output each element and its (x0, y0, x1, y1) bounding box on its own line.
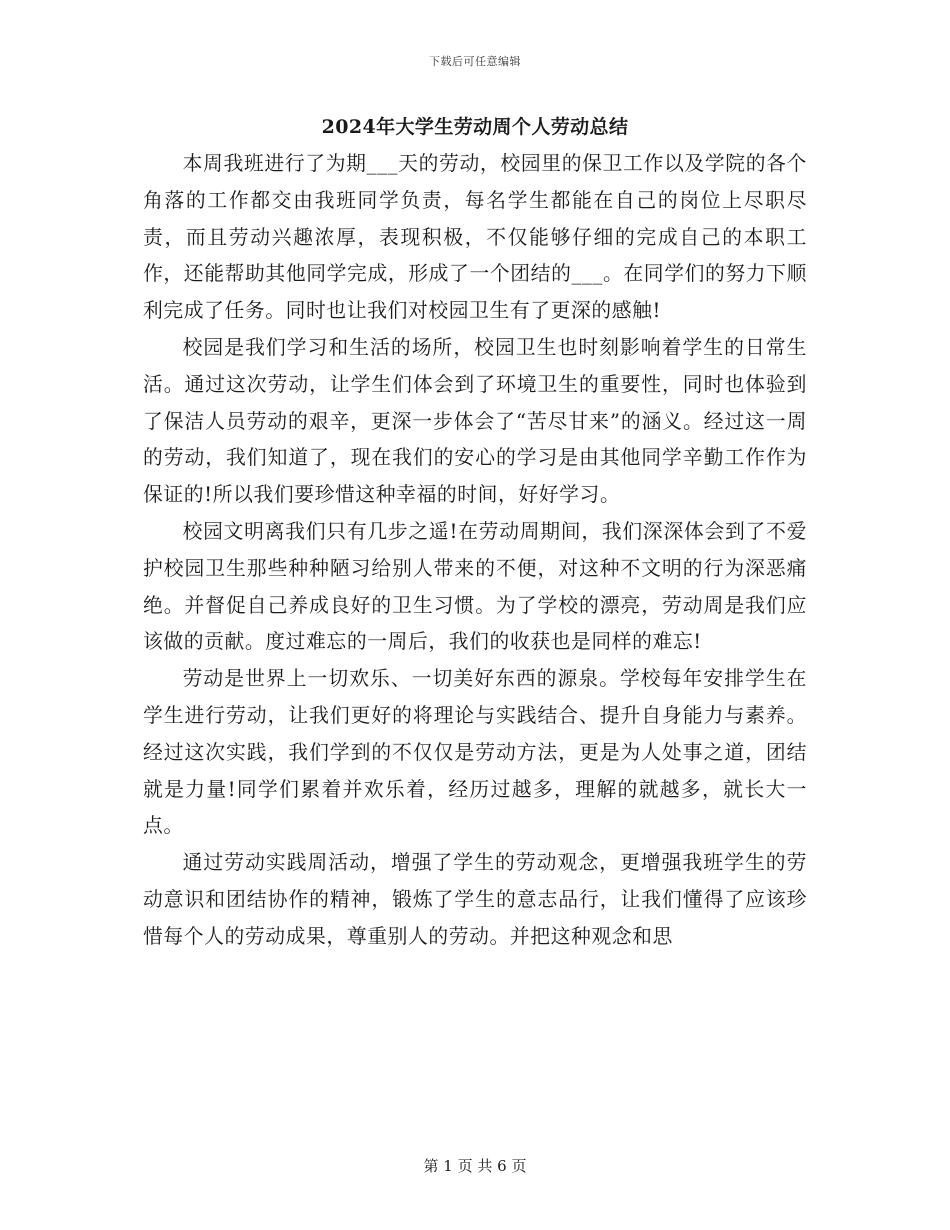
paragraph-4: 劳动是世界上一切欢乐、一切美好东西的源泉。学校每年安排学生在学生进行劳动，让我们更好的将理论与实践结合、提升自身能力与素养。经过这次实践，我们学到的不仅仅是劳动方法，更是为人处事之道，团结就是力量!同学们累着并欢乐着，经历过越多，理解的就越多，就长大一点。 (143, 667, 807, 838)
paragraph-5: 通过劳动实践周活动，增强了学生的劳动观念，更增强我班学生的劳动意识和团结协作的精神，锻炼了学生的意志品行，让我们懂得了应该珍惜每个人的劳动成果，尊重别人的劳动。并把这种观念和思 (143, 851, 807, 948)
document-body (143, 146, 807, 956)
page-footer: 第 1 页 共 6 页 (423, 1157, 527, 1175)
document-title: 2024年大学生劳动周个人劳动总结 (321, 116, 629, 138)
paragraph-2: 校园是我们学习和生活的场所，校园卫生也时刻影响着学生的日常生活。通过这次劳动，让学生们体会到了环境卫生的重要性，同时也体验到了保洁人员劳动的艰辛，更深一步体会了“苦尽甘来”的涵义。经过这一周的劳动，我们知道了，现在我们的安心的学习是由其他同学辛勤工作作为保证的!所以我们要珍惜这种幸福的时间，好好学习。 (143, 335, 807, 507)
paragraph-3: 校园文明离我们只有几步之遥!在劳动周期间，我们深深体会到了不爱护校园卫生那些种种陋习给别人带来的不便，对这种不文明的行为深恶痛绝。并督促自己养成良好的卫生习惯。为了学校的漂亮，劳动周是我们应该做的贡献。度过难忘的一周后，我们的收获也是同样的难忘! (143, 519, 807, 654)
page-header: 下载后可任意编辑 (429, 55, 521, 68)
paragraph-1: 本周我班进行了为期___天的劳动，校园里的保卫工作以及学院的各个角落的工作都交由我班同学负责，每名学生都能在自己的岗位上尽职尽责，而且劳动兴趣浓厚，表现积极，不仅能够仔细的完成自己的本职工作，还能帮助其他同学完成，形成了一个团结的___。在同学们的努力下顺利完成了任务。同时也让我们对校园卫生有了更深的感触! (143, 152, 807, 323)
